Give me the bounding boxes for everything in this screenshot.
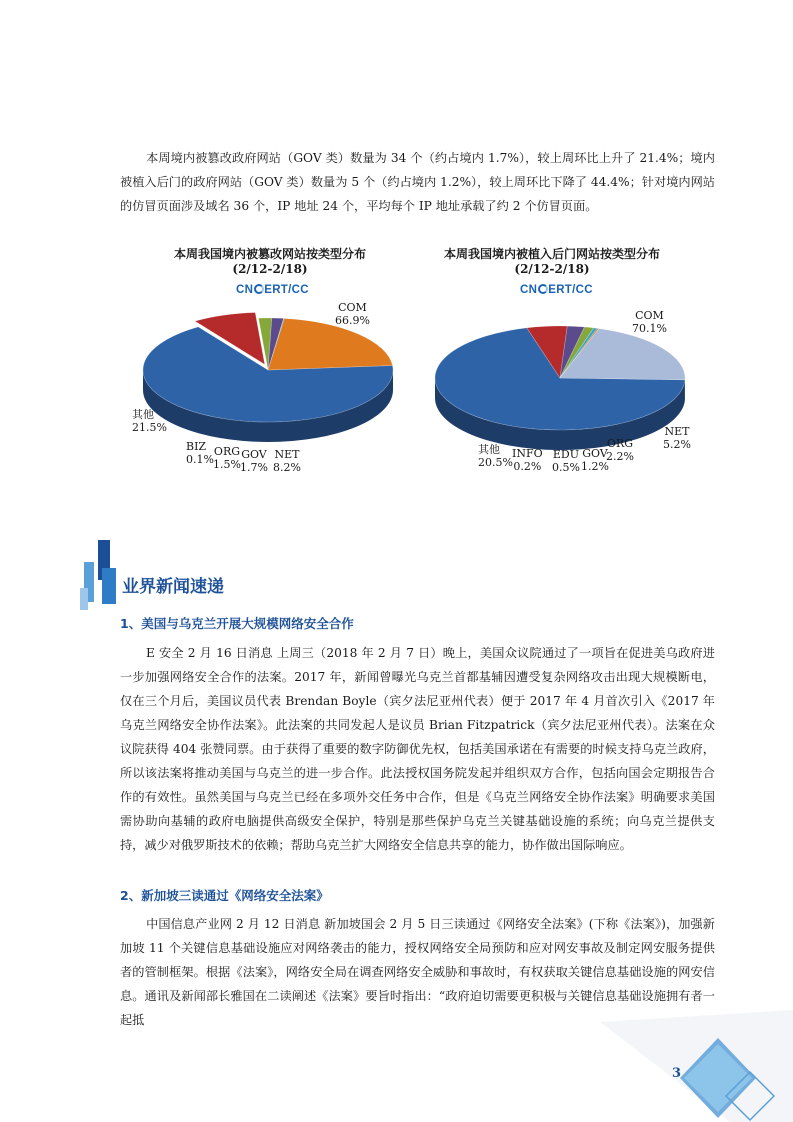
chart1-pie [120, 300, 420, 470]
chart1-label-net: NET 8.2% [273, 448, 301, 474]
page-number: 3 [672, 1066, 682, 1081]
chart1-label-com: COM 66.9% [335, 301, 370, 327]
logo-ring-icon [538, 284, 548, 294]
intro-paragraph: 本周境内被篡改政府网站（GOV 类）数量为 34 个（约占境内 1.7%），较上周环比上升了 21.4%；境内被植入后门的政府网站（GOV 类）数量为 5 个（约占境内 1.2%），较上周环比下降了 44.4%；针对境内网站的仿冒页面涉及域名 36 个，IP 地址 24 个，平均每个 IP 地址承载了约 2 个仿冒页面。 [120, 151, 715, 213]
cncert-logo-1: CN ERT/CC [236, 284, 309, 296]
news1-body: E 安全 2 月 16 日消息 上周三（2018 年 2 月 7 日）晚上，美国众议院通过了一项旨在促进美乌政府进一步加强网络安全合作的法案。2017 年，新闻曾曝光乌克兰首都基辅因遭受复杂网络攻击出现大规模断电，仅在三个月后，美国议员代表 Brendan Boyle（宾夕法尼亚州代表）便于 2017 年 4 月首次引入《2017 年乌克兰网络安全协作法案》。此法案的共同发起人是议员 Brian Fitzpatrick（宾夕法尼亚州代表）。法案在众议院获得 404 张赞同票。由于获得了重要的数字防御优先权，包括美国承诺在有需要的时候支持乌克兰政府，所以该法案将推动美国与乌克兰的进一步合作。此法授权国务院发起并组织双方合作，包括向国会定期报告合作的有效性。虽然美国与乌克兰已经在多项外交任务中合作，但是《乌克兰网络安全协作法案》明确要求美国需协助向基辅的政府电脑提供高级安全保护，特别是那些保护乌克兰关键基础设施的系统；向乌克兰提供支持，减少对俄罗斯技术的依赖；帮助乌克兰扩大网络安全信息共享的能力，协作做出国际响应。 [120, 646, 715, 852]
chart1-label-other: 其他 21.5% [132, 408, 167, 434]
page-corner-decoration [600, 1000, 793, 1122]
pie-slice-其他 [268, 318, 393, 370]
chart2-label-gov: GOV 1.2% [581, 447, 609, 473]
chart1-label-biz: BIZ 0.1% [186, 440, 214, 466]
chart2-label-info: INFO 0.2% [512, 447, 543, 473]
chart2-label-com: COM 70.1% [632, 309, 667, 335]
chart1-label-gov: GOV 1.7% [240, 448, 268, 474]
news2-body: 中国信息产业网 2 月 12 日消息 新加坡国会 2 月 5 日三读通过《网络安全法案》(下称《法案》)，加强新加坡 11 个关键信息基础设施应对网络袭击的能力，授权网络安全局预防和应对网安事故及制定网安服务提供者的管制框架。根据《法案》，网络安全局在调查网络安全威胁和事故时，有权获取关键信息基础设施的网安信息。通讯及新闻部长雅国在二读阐述《法案》要旨时指出：“政府迫切需要更积极与关键信息基础设施拥有者一起抵 [120, 917, 715, 1027]
chart2-title: 本周我国境内被植入后门网站按类型分布 (2/12-2/18) [443, 247, 660, 276]
cncert-logo-2: CN ERT/CC [520, 284, 593, 296]
section-title: 业界新闻速递 [122, 577, 224, 597]
chart2-label-net: NET 5.2% [663, 425, 691, 451]
logo-ring-icon [254, 284, 264, 294]
chart2-label-other: 其他 20.5% [478, 443, 513, 469]
news1-title: 1、美国与乌克兰开展大规模网络安全合作 [120, 616, 354, 631]
chart1-title: 本周我国境内被篡改网站按类型分布 (2/12-2/18) [173, 247, 366, 276]
chart2-label-org: ORG 2.2% [606, 437, 634, 463]
chart2-label-edu: EDU 0.5% [552, 448, 580, 474]
news2-title: 2、新加坡三读通过《网络安全法案》 [120, 888, 329, 903]
section-decoration [80, 540, 120, 610]
chart1-label-org: ORG 1.5% [213, 445, 241, 471]
